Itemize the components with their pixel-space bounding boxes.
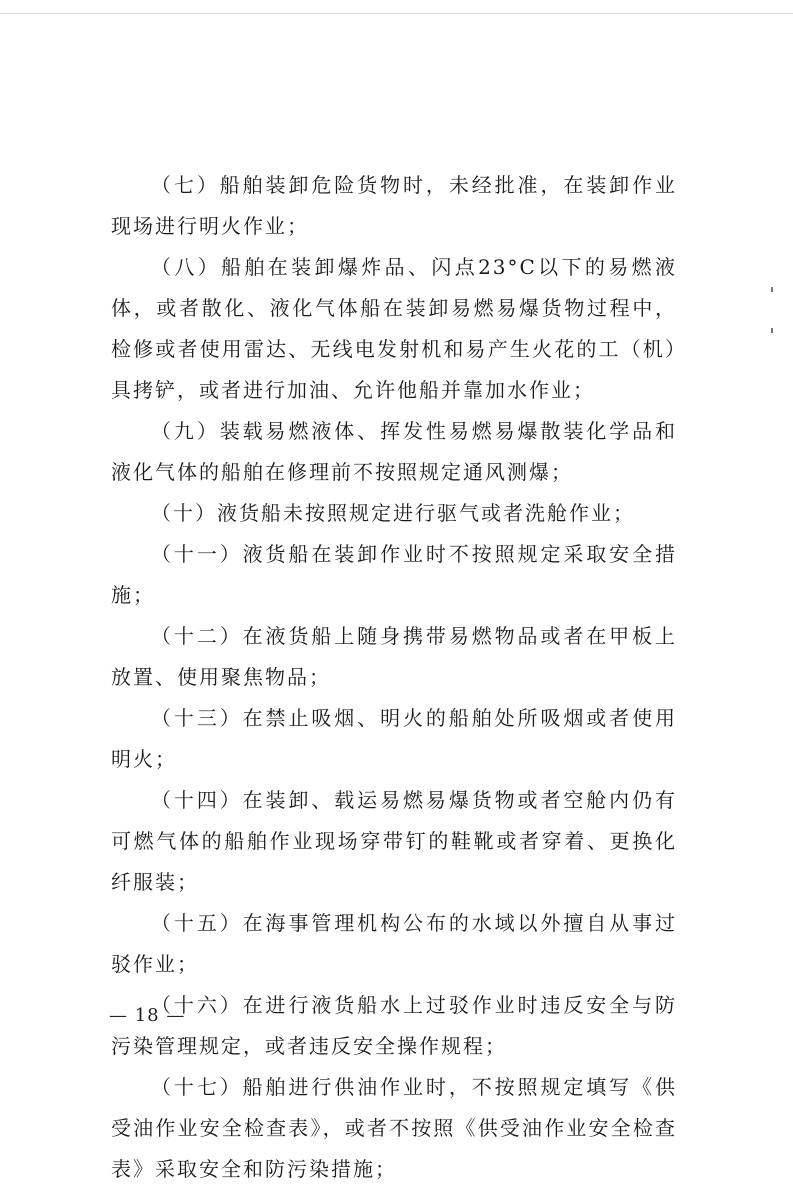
scan-mark [771,287,773,292]
clause-15: （十五）在海事管理机构公布的水域以外擅自从事过驳作业； [111,911,677,976]
clause-10: （十）液货船未按照规定进行驱气或者洗舱作业； [151,501,635,525]
clause-13: （十三）在禁止吸烟、明火的船舶处所吸烟或者使用明火； [111,706,677,771]
clause-8: （八）船舶在装卸爆炸品、闪点23°C以下的易燃液体，或者散化、液化气体船在装卸易燃易爆货物过程中，检修或者使用雷达、无线电发射机和易产生火花的工（机）具拷铲，或者进行加油、允许他船并靠加水作业； [111,255,677,402]
document-body [111,165,677,1190]
clause-9: （九）装载易燃液体、挥发性易燃易爆散装化学品和液化气体的船舶在修理前不按照规定通风测爆； [111,419,677,484]
scan-mark [771,328,773,333]
clause-17: （十七）船舶进行供油作业时，不按照规定填写《供受油作业安全检查表》，或者不按照《供受油作业安全检查表》采取安全和防污染措施； [111,1075,677,1181]
clause-12: （十二）在液货船上随身携带易燃物品或者在甲板上放置、使用聚焦物品； [111,624,677,689]
clause-16: （十六）在进行液货船水上过驳作业时违反安全与防污染管理规定，或者违反安全操作规程； [111,993,677,1058]
page-number: — 18 — [109,1005,186,1026]
page-top-edge [0,13,793,14]
clause-7: （七）船舶装卸危险货物时，未经批准，在装卸作业现场进行明火作业； [111,173,677,238]
clause-14: （十四）在装卸、载运易燃易爆货物或者空舱内仍有可燃气体的船舶作业现场穿带钉的鞋靴或者穿着、更换化纤服装； [111,788,677,894]
clause-11: （十一）液货船在装卸作业时不按照规定采取安全措施； [111,542,677,607]
